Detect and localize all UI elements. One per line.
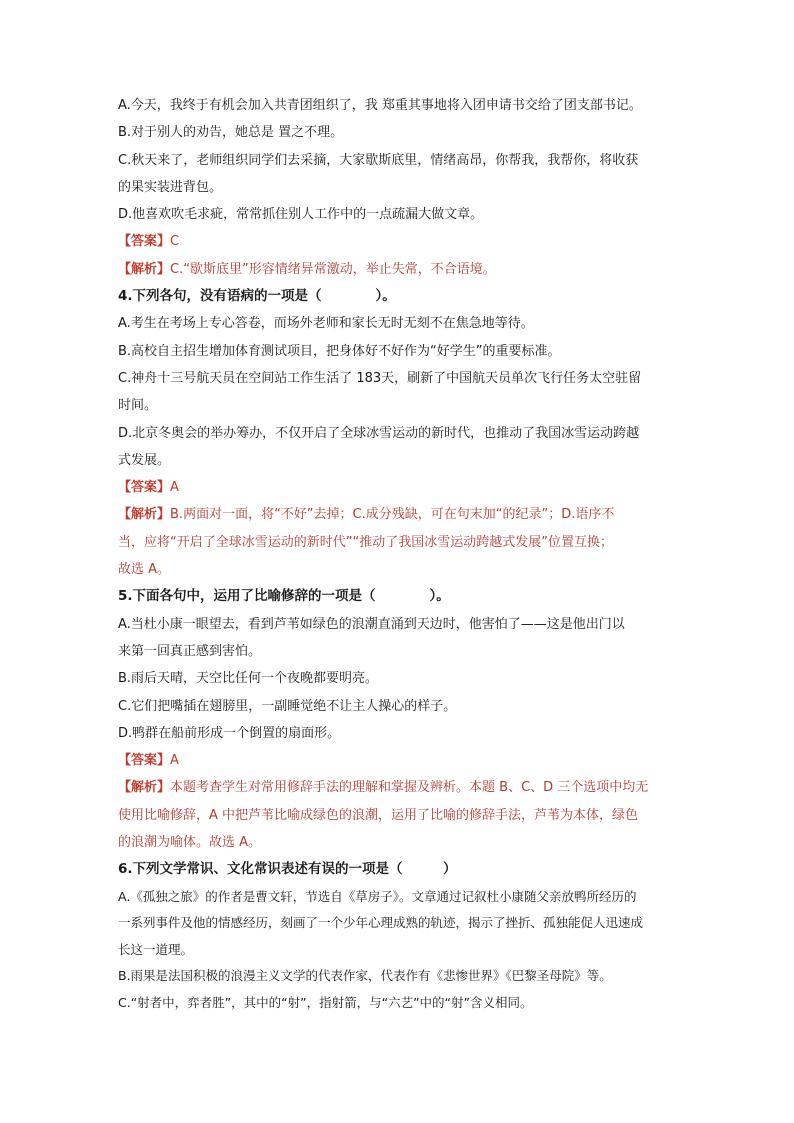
explanation-text: C.“歇斯底里”形容情绪异常激动，举止失常，不合语境。: [170, 261, 496, 277]
question-4-title: 4.下列各句，没有语病的一项是（ ）。: [118, 288, 396, 305]
q4-explanation-line-2: 当，应将“开启了全球冰雪运动的新时代”“推动了我国冰雪运动跨越式发展”位置互换；: [118, 534, 613, 550]
q4-explanation: [118, 501, 678, 528]
q4-option-c: C.神舟十三号航天员在空间站工作生活了 183天，刷新了中国航天员单次飞行任务太空驻留: [118, 370, 642, 386]
q4-option-b: B.高校自主招生增加体育测试项目，把身体好不好作为“好学生”的重要标准。: [118, 343, 561, 359]
option-a: A.今天，我终于有机会加入共青团组织了，我 郑重其事地将入团申请书交给了团支部书记。: [118, 98, 642, 113]
q4-option-d-continued: 式发展。: [118, 452, 171, 468]
option-b: B.对于别人的劝告，她总是 置之不理。: [118, 125, 344, 141]
q4-explanation-line-3: 故选 A。: [118, 562, 171, 578]
question-5-title: 5.下面各句中，运用了比喻修辞的一项是（ ）。: [118, 588, 450, 605]
explanation-text: B.两面对一面，将“不好”去掉；C.成分残缺，可在句末加“的纪录”；D.语序不: [170, 507, 615, 523]
q4-answer: [118, 474, 678, 501]
q5-explanation-line-3: 的浪潮为喻体。故选 A。: [118, 835, 262, 851]
question-6-title: 6.下列文学常识、文化常识表述有误的一项是（ ）: [118, 861, 457, 878]
option-d: D.他喜欢吹毛求疵，常常抓住别人工作中的一点疏漏大做文章。: [118, 207, 484, 223]
answer-tag: 【答案】: [118, 753, 171, 769]
option-c-continued: 的果实装进背包。: [118, 179, 223, 195]
answer-tag: 【答案】: [118, 234, 171, 250]
q6-option-a-continued-2: 长这一道理。: [118, 941, 194, 957]
explanation-tag: 【解析】: [118, 780, 171, 796]
q5-option-b: B.雨后天晴，天空比任何一个夜晚都要明亮。: [118, 671, 379, 687]
explanation: [118, 256, 678, 283]
q4-option-a: A.考生在考场上专心答卷，而场外老师和家长无时无刻不在焦急地等待。: [118, 316, 534, 332]
q5-explanation-line-2: 使用比喻修辞，A 中把芦苇比喻成绿色的浪潮，运用了比喻的修辞手法，芦苇为本体，绿色: [118, 807, 639, 823]
q5-option-a: A.当杜小康一眼望去，看到芦苇如绿色的浪潮直涌到天边时，他害怕了——这是他出门以: [118, 616, 625, 632]
q6-option-a-continued: 一系列事件及他的情感经历，刻画了一个少年心理成熟的轨迹，揭示了挫折、孤独能促人迅速成: [118, 915, 644, 931]
q5-option-d: D.鸭群在船前形成一个倒置的扇面形。: [118, 725, 341, 741]
q5-answer: [118, 747, 678, 774]
q4-option-d: D.北京冬奥会的举办筹办，不仅开启了全球冰雪运动的新时代，也推动了我国冰雪运动跨越: [118, 425, 640, 441]
answer-tag: 【答案】: [118, 480, 171, 496]
answer-value: A: [170, 480, 179, 496]
q5-option-c: C.它们把嘴插在翅膀里，一副睡觉绝不让主人操心的样子。: [118, 698, 457, 714]
answer-value: A: [170, 753, 179, 769]
q4-option-c-continued: 时间。: [118, 398, 158, 414]
answer: [118, 228, 678, 255]
answer-value: C: [170, 234, 180, 250]
document-page: [118, 92, 678, 1016]
option-c: C.秋天来了，老师组织同学们去采摘，大家歇斯底里，情绪高昂，你帮我，我帮你，将收获: [118, 152, 639, 168]
q5-explanation: [118, 774, 678, 801]
q5-option-a-continued: 来第一回真正感到害怕。: [118, 643, 262, 659]
explanation-text: 本题考查学生对常用修辞手法的理解和掌握及辨析。本题 B、C、D 三个选项中均无: [170, 780, 649, 796]
q6-option-b: B.雨果是法国积极的浪漫主义文学的代表作家，代表作有《悲惨世界》《巴黎圣母院》等。: [118, 968, 612, 984]
explanation-tag: 【解析】: [118, 507, 171, 523]
q6-option-c: C.“射者中，弈者胜”，其中的“射”，指射箭，与“六艺”中的“射”含义相同。: [118, 994, 533, 1010]
q6-option-a: A.《孤独之旅》的作者是曹文轩，节选自《草房子》。文章通过记叙杜小康随父亲放鸭所经历的: [118, 888, 637, 904]
explanation-tag: 【解析】: [118, 261, 171, 277]
